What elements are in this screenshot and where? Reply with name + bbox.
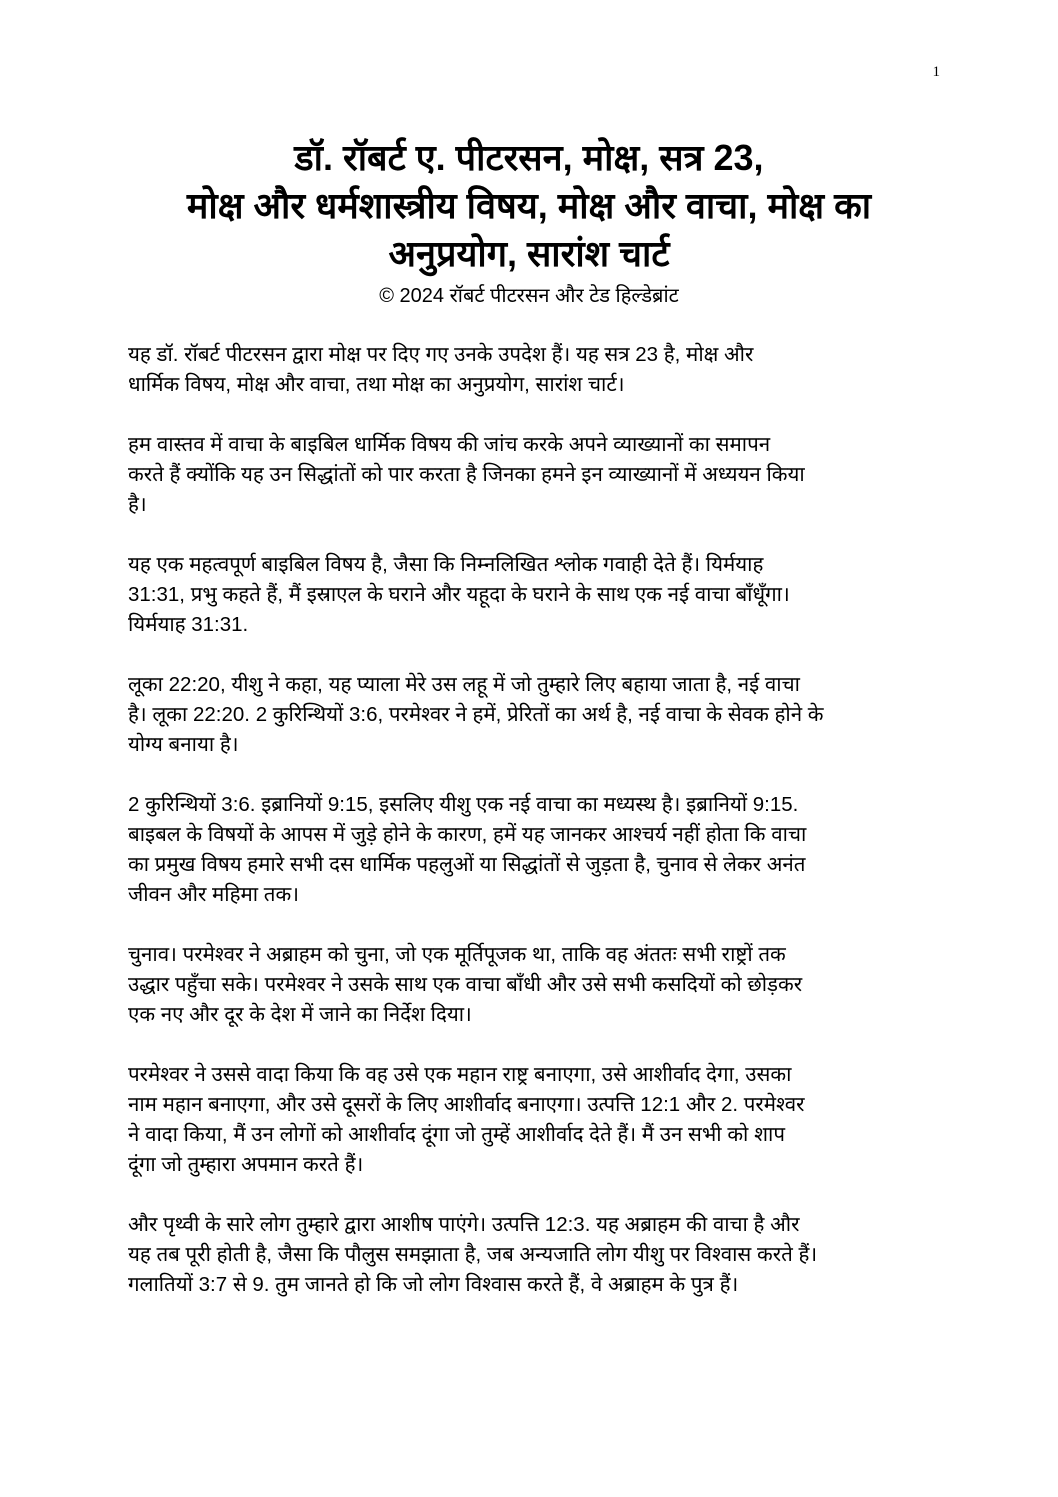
paragraph-line: उद्धार पहुँचा सके। परमेश्वर ने उसके साथ एक वाचा बाँधी और उसे सभी कसदियों को छोड़कर [128, 973, 803, 996]
paragraph-line: दूंगा जो तुम्हारा अपमान करते हैं। [128, 1153, 364, 1176]
paragraph-line: चुनाव। परमेश्वर ने अब्राहम को चुना, जो एक मूर्तिपूजक था, ताकि वह अंततः सभी राष्ट्रों तक [128, 943, 786, 966]
paragraph-line: 31:31, प्रभु कहते हैं, मैं इस्राएल के घराने और यहूदा के घराने के साथ एक नई वाचा बाँधूँगा। [128, 583, 790, 606]
paragraph-line: यह एक महत्वपूर्ण बाइबिल विषय है, जैसा कि निम्नलिखित श्लोक गवाही देते हैं। यिर्मयाह [128, 553, 764, 576]
paragraph-line: है। [128, 493, 147, 516]
paragraph-line: लूका 22:20, यीशु ने कहा, यह प्याला मेरे उस लहू में जो तुम्हारे लिए बहाया जाता है, नई वाचा [128, 673, 800, 696]
document-body [128, 340, 948, 1330]
paragraph [128, 550, 948, 640]
paragraph-line: 2 कुरिन्थियों 3:6. इब्रानियों 9:15, इसलिए यीशु एक नई वाचा का मध्यस्थ है। इब्रानियों 9:15. [128, 793, 799, 816]
paragraph-line: गलातियों 3:7 से 9. तुम जानते हो कि जो लोग विश्वास करते हैं, वे अब्राहम के पुत्र हैं। [128, 1273, 739, 1296]
paragraph [128, 940, 948, 1030]
paragraph-line: यह डॉ. रॉबर्ट पीटरसन द्वारा मोक्ष पर दिए गए उनके उपदेश हैं। यह सत्र 23 है, मोक्ष और [128, 343, 754, 366]
paragraph [128, 670, 948, 760]
paragraph-line: बाइबल के विषयों के आपस में जुड़े होने के कारण, हमें यह जानकर आश्चर्य नहीं होता कि वाचा [128, 823, 807, 846]
paragraph-line: नाम महान बनाएगा, और उसे दूसरों के लिए आशीर्वाद बनाएगा। उत्पत्ति 12:1 और 2. परमेश्वर [128, 1093, 805, 1116]
copyright-line: © 2024 रॉबर्ट पीटरसन और टेड हिल्डेब्रांट [379, 285, 679, 307]
paragraph [128, 340, 948, 400]
document-title [80, 134, 978, 278]
paragraph-line: योग्य बनाया है। [128, 733, 239, 756]
paragraph [128, 790, 948, 910]
paragraph-line: जीवन और महिमा तक। [128, 883, 299, 906]
paragraph-line: एक नए और दूर के देश में जाने का निर्देश दिया। [128, 1003, 472, 1026]
paragraph-line: है। लूका 22:20. 2 कुरिन्थियों 3:6, परमेश्वर ने हमें, प्रेरितों का अर्थ है, नई वाचा के सेवक होने के [128, 703, 824, 726]
paragraph [128, 430, 948, 520]
paragraph [128, 1210, 948, 1300]
paragraph-line: हम वास्तव में वाचा के बाइबिल धार्मिक विषय की जांच करके अपने व्याख्यानों का समापन [128, 433, 771, 456]
paragraph-line: का प्रमुख विषय हमारे सभी दस धार्मिक पहलुओं या सिद्धांतों से जुड़ता है, चुनाव से लेकर अनंत [128, 853, 806, 876]
paragraph-line: करते हैं क्योंकि यह उन सिद्धांतों को पार करता है जिनका हमने इन व्याख्यानों में अध्ययन किया [128, 463, 805, 486]
paragraph-line: धार्मिक विषय, मोक्ष और वाचा, तथा मोक्ष का अनुप्रयोग, सारांश चार्ट। [128, 373, 625, 396]
title-line: डॉ. रॉबर्ट ए. पीटरसन, मोक्ष, सत्र 23, [294, 137, 764, 178]
paragraph [128, 1060, 948, 1180]
paragraph-line: परमेश्वर ने उससे वादा किया कि वह उसे एक महान राष्ट्र बनाएगा, उसे आशीर्वाद देगा, उसका [128, 1063, 792, 1086]
paragraph-line: यह तब पूरी होती है, जैसा कि पौलुस समझाता है, जब अन्यजाति लोग यीशु पर विश्वास करते हैं। [128, 1243, 818, 1266]
title-line: मोक्ष और धर्मशास्त्रीय विषय, मोक्ष और वाचा, मोक्ष का [186, 185, 872, 226]
title-line: अनुप्रयोग, सारांश चार्ट [388, 233, 670, 274]
paragraph-line: यिर्मयाह 31:31. [128, 613, 249, 636]
paragraph-line: और पृथ्वी के सारे लोग तुम्हारे द्वारा आशीष पाएंगे। उत्पत्ति 12:3. यह अब्राहम की वाचा है और [128, 1213, 800, 1236]
paragraph-line: ने वादा किया, मैं उन लोगों को आशीर्वाद दूंगा जो तुम्हें आशीर्वाद देते हैं। मैं उन सभी को शाप [128, 1123, 785, 1146]
page-number: 1 [932, 64, 940, 80]
